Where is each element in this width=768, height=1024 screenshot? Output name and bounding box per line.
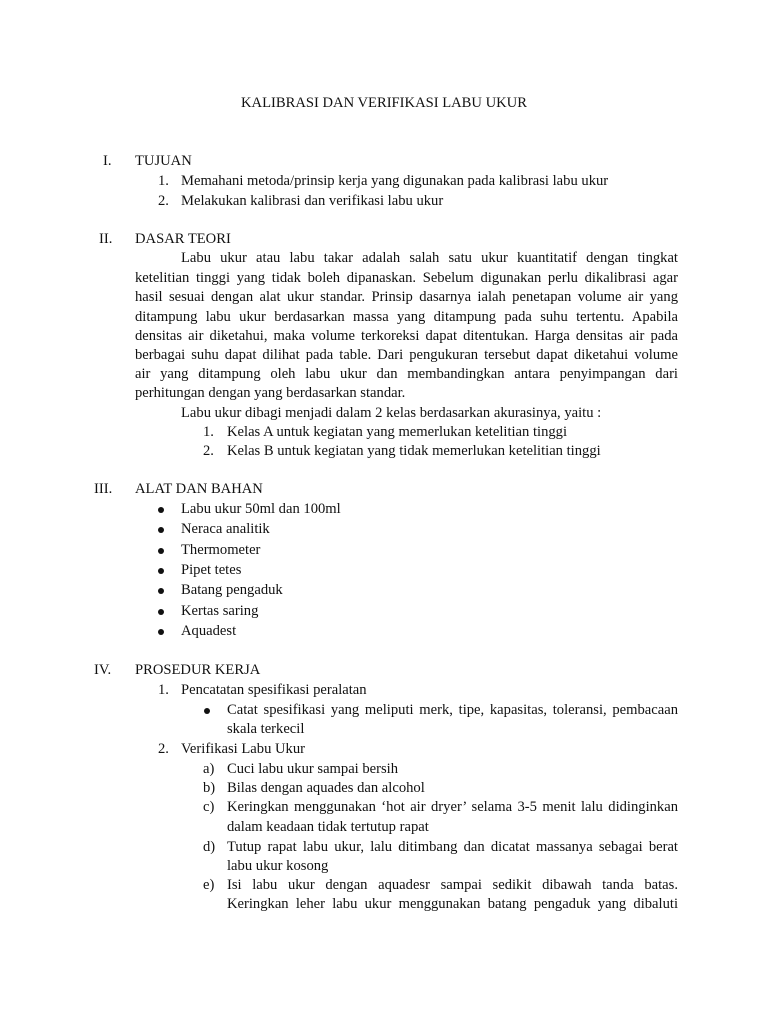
sub-list-label: c)	[203, 799, 215, 815]
bullet-icon	[158, 568, 164, 574]
list-item: Kelas B untuk kegiatan yang tidak memerlukan ketelitian tinggi	[227, 443, 601, 459]
list-item: Kelas A untuk kegiatan yang memerlukan ketelitian tinggi	[227, 424, 568, 440]
list-item: Labu ukur 50ml dan 100ml	[181, 501, 341, 517]
list-number: 2.	[158, 741, 169, 757]
paragraph-line: ditampung labu ukur berdasarkan massa yang ditampung pada suhu tertentu. Apabila	[135, 309, 678, 325]
sub-list-item: labu ukur kosong	[227, 858, 329, 874]
paragraph-line: perhitungan dengan yang berdasarkan standar.	[135, 385, 406, 401]
list-number: 1.	[158, 173, 169, 189]
sub-list-item: Bilas dengan aquades dan alcohol	[227, 780, 425, 796]
paragraph-line: hasil sesuai dengan alat ukur standar. Prinsip dasarnya ialah penetapan volume air yang	[135, 289, 678, 305]
list-number: 1.	[158, 682, 169, 698]
sub-list-label: b)	[203, 780, 216, 796]
list-item: Verifikasi Labu Ukur	[181, 741, 306, 757]
section-number: III.	[94, 481, 113, 497]
section-heading: DASAR TEORI	[135, 231, 231, 247]
list-item: Batang pengaduk	[181, 582, 283, 598]
list-item: Neraca analitik	[181, 521, 270, 537]
bullet-icon	[158, 629, 164, 635]
bullet-icon	[158, 609, 164, 615]
list-item: Memahani metoda/prinsip kerja yang digunakan pada kalibrasi labu ukur	[181, 173, 609, 189]
bullet-icon	[158, 548, 164, 554]
paragraph-line: densitas air diketahui, maka volume terkoreksi dapat ditentukan. Harga densitas air pada	[135, 328, 678, 344]
sub-list-label: a)	[203, 761, 215, 777]
bullet-icon	[158, 527, 164, 533]
document-title: KALIBRASI DAN VERIFIKASI LABU UKUR	[241, 95, 527, 111]
list-number: 2.	[158, 193, 169, 209]
paragraph-line: ketelitian tinggi yang tidak boleh dipanaskan. Sebelum digunakan perlu dikalibrasi agar	[135, 270, 678, 286]
sub-list-label: e)	[203, 877, 215, 893]
paragraph-line: Labu ukur dibagi menjadi dalam 2 kelas berdasarkan akurasinya, yaitu :	[181, 405, 602, 421]
list-item: Thermometer	[181, 542, 261, 558]
section-number: II.	[99, 231, 113, 247]
list-number: 2.	[203, 443, 214, 459]
sub-list-item: Keringkan menggunakan ‘hot air dryer’ selama 3-5 menit lalu didinginkan	[227, 799, 678, 815]
section-number: IV.	[94, 662, 112, 678]
sub-list-item: Cuci labu ukur sampai bersih	[227, 761, 399, 777]
list-item: Pipet tetes	[181, 562, 242, 578]
sub-list-item: Keringkan leher labu ukur menggunakan batang pengaduk yang dibaluti	[227, 896, 678, 912]
paragraph-line: air yang ditampung oleh labu ukur dan membandingkan antara penyimpangan dari	[135, 366, 678, 382]
bullet-icon	[158, 507, 164, 513]
list-number: 1.	[203, 424, 214, 440]
bullet-icon	[204, 708, 210, 714]
paragraph-line: berbagai suhu dapat dilihat pada table. Dari pengukuran tersebut dapat diketahui volume	[135, 347, 678, 363]
section-heading: PROSEDUR KERJA	[135, 662, 261, 678]
list-item: Melakukan kalibrasi dan verifikasi labu ukur	[181, 193, 444, 209]
list-item-line: Catat spesifikasi yang meliputi merk, tipe, kapasitas, toleransi, pembacaan	[227, 702, 678, 718]
sub-list-label: d)	[203, 839, 216, 855]
list-item-line: skala terkecil	[227, 721, 305, 737]
section-heading: ALAT DAN BAHAN	[135, 481, 263, 497]
paragraph-line: Labu ukur atau labu takar adalah salah satu ukur kuantitatif dengan tingkat	[181, 250, 678, 266]
sub-list-item: Tutup rapat labu ukur, lalu ditimbang dan dicatat massanya sebagai berat	[227, 839, 678, 855]
section-number: I.	[103, 153, 112, 169]
list-item: Kertas saring	[181, 603, 259, 619]
section-heading: TUJUAN	[135, 153, 192, 169]
sub-list-item: dalam keadaan tidak tertutup rapat	[227, 819, 429, 835]
bullet-icon	[158, 588, 164, 594]
list-item: Aquadest	[181, 623, 237, 639]
list-item: Pencatatan spesifikasi peralatan	[181, 682, 367, 698]
sub-list-item: Isi labu ukur dengan aquadesr sampai sedikit dibawah tanda batas.	[227, 877, 678, 893]
